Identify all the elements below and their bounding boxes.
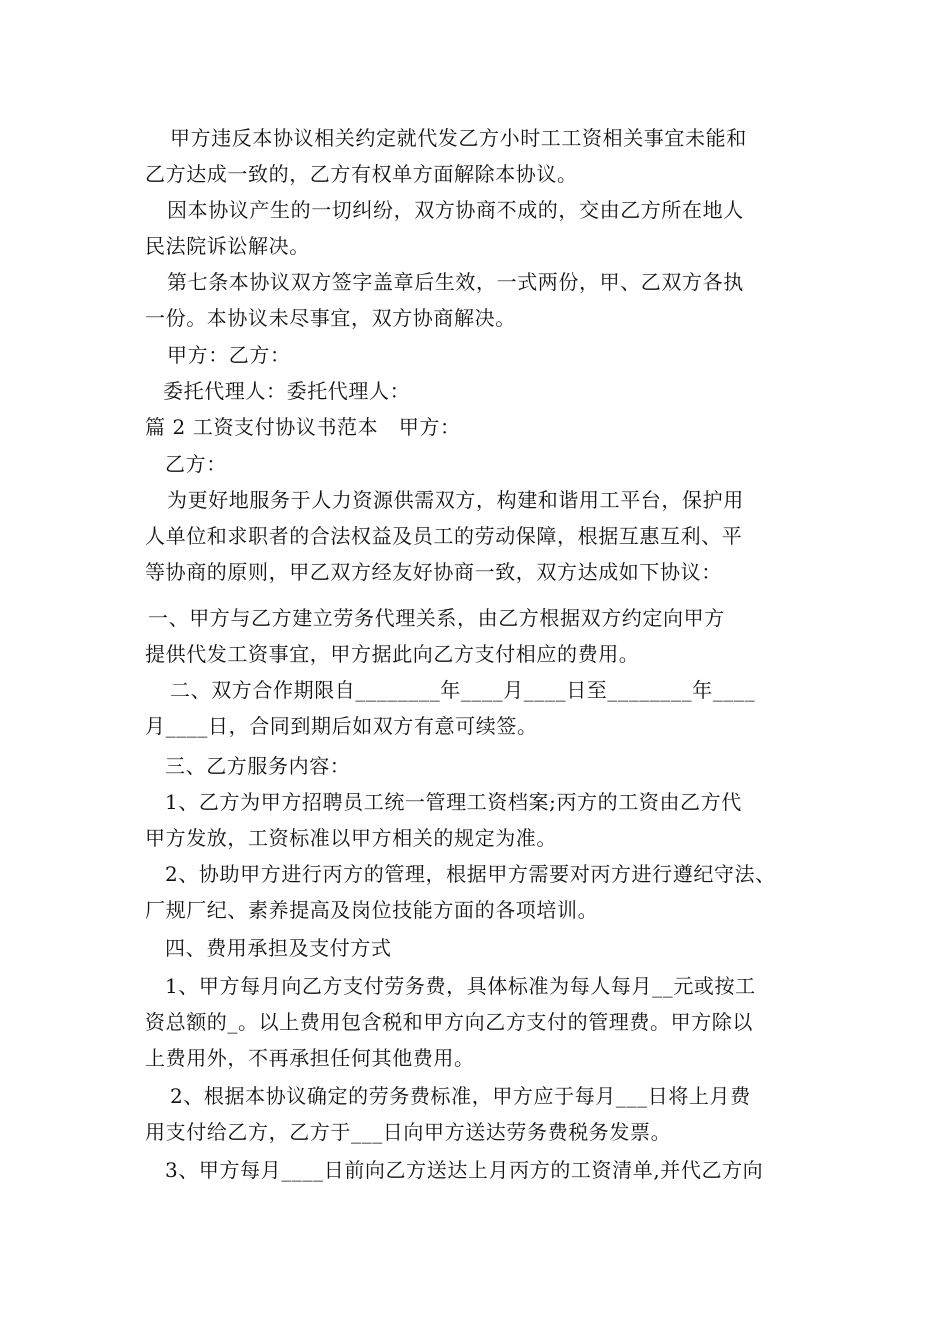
text-line: 1、甲方每月向乙方支付劳务费，具体标准为每人每月__元或按工 [165,974,756,998]
text-line: 3、甲方每月____日前向乙方送达上月丙方的工资清单,并代乙方向 [165,1158,764,1182]
text-line: 一份。本协议未尽事宜，双方协商解决。 [145,306,516,330]
text-line: 厂规厂纪、素养提高及岗位技能方面的各项培训。 [145,898,599,922]
text-line: 2、根据本协议确定的劳务费标准，甲方应于每月___日将上月费 [170,1084,751,1108]
text-line: 甲方：乙方： [167,343,291,367]
text-line: 月____日，合同到期后如双方有意可续签。 [145,714,538,738]
text-line: 资总额的_。以上费用包含税和甲方向乙方支付的管理费。甲方除以 [145,1010,753,1034]
text-line: 甲方发放，工资标准以甲方相关的规定为准。 [145,826,557,850]
text-line: 二、双方合作期限自________年____月____日至________年____ [170,678,756,702]
text-line: 三、乙方服务内容： [165,754,351,778]
section-heading: 篇 2 工资支付协议书范本 甲方： [145,415,461,439]
text-line: 人单位和求职者的合法权益及员工的劳动保障，根据互惠互利、平 [145,524,743,548]
text-line: 1、乙方为甲方招聘员工统一管理工资档案;丙方的工资由乙方代 [165,790,742,814]
text-line: 第七条本协议双方签字盖章后生效，一式两份，甲、乙双方各执 [167,270,744,294]
text-line: 民法院诉讼解决。 [145,234,310,258]
text-line: 一、甲方与乙方建立劳务代理关系，由乙方根据双方约定向甲方 [148,606,725,630]
text-line: 2、协助甲方进行丙方的管理，根据甲方需要对丙方进行遵纪守法、 [165,862,776,886]
text-line: 甲方违反本协议相关约定就代发乙方小时工工资相关事宜未能和 [170,126,747,150]
text-line: 等协商的原则，甲乙双方经友好协商一致，双方达成如下协议： [145,560,722,584]
text-line: 用支付给乙方，乙方于___日向甲方送达劳务费税务发票。 [145,1120,672,1144]
text-line: 上费用外，不再承担任何其他费用。 [145,1046,475,1070]
text-line: 为更好地服务于人力资源供需双方，构建和谐用工平台，保护用 [167,488,744,512]
text-line: 委托代理人：委托代理人： [163,379,411,403]
text-line: 提供代发工资事宜，甲方据此向乙方支付相应的费用。 [145,642,640,666]
text-line: 因本协议产生的一切纠纷，双方协商不成的，交由乙方所在地人 [167,198,744,222]
text-line: 乙方达成一致的，乙方有权单方面解除本协议。 [145,162,578,186]
text-line: 乙方： [165,452,227,476]
text-line: 四、费用承担及支付方式 [165,936,392,960]
